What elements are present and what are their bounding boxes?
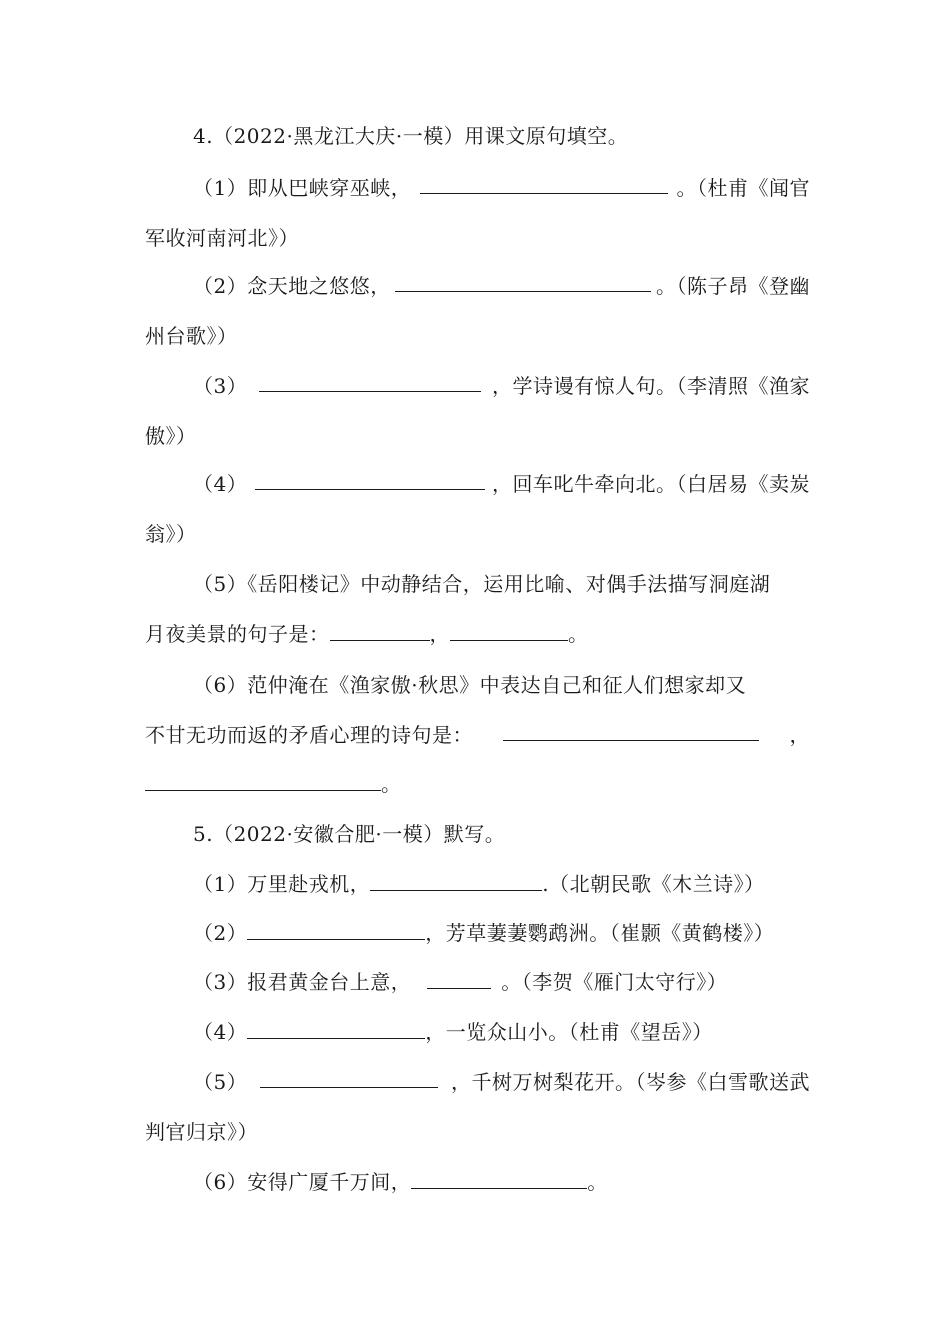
q5-item-5-suffix: ，千树万树梨花开。（岑参《白雪歌送武: [450, 1070, 810, 1094]
q4-item-4-prefix: （4）: [193, 472, 248, 496]
q5-item-2-prefix: （2）: [193, 921, 248, 945]
q4-item-6-line1: （6）范仲淹在《渔家傲·秋思》中表达自己和征人们想家却又: [193, 673, 747, 697]
q4-item-3-suffix: ，学诗谩有惊人句。（李清照《渔家: [491, 374, 810, 398]
q5-item-4-prefix: （4）: [193, 1020, 248, 1044]
q4-item-3-cont: 傲》）: [145, 424, 197, 448]
q5-item-1: [193, 871, 810, 897]
q4-header: 4.（2022·黑龙江大庆·一模）用课文原句填空。: [193, 124, 629, 148]
answer-blank[interactable]: [370, 872, 542, 891]
q4-item-1: [193, 175, 810, 201]
q4-item-6-line3: [145, 771, 810, 797]
q5-item-3: [193, 969, 810, 995]
q5-item-2-suffix: ，芳草萋萋鹦鹉洲。（崔颢《黄鹤楼》）: [425, 921, 775, 945]
q4-item-6-line2: [145, 722, 810, 748]
q4-item-6-mid: ，: [789, 723, 810, 747]
q4-item-3-prefix: （3）: [193, 374, 248, 398]
answer-blank[interactable]: [411, 1170, 587, 1189]
q4-item-4-suffix: ，回车叱牛牵向北。（白居易《卖炭: [491, 472, 810, 496]
answer-blank[interactable]: [247, 1020, 425, 1039]
q4-item-2: [193, 273, 810, 299]
answer-blank[interactable]: [420, 175, 668, 194]
q4-item-1-cont: 军收河南河北》）: [145, 226, 299, 250]
answer-blank[interactable]: [330, 622, 430, 641]
q5-item-5: [193, 1069, 810, 1095]
q4-item-4: [193, 471, 810, 497]
q4-item-5-mid: ，: [429, 622, 450, 646]
q4-item-2-cont: 州台歌》）: [145, 324, 238, 348]
q5-header: 5.（2022·安徽合肥·一模）默写。: [193, 822, 506, 846]
q5-item-4: [193, 1019, 810, 1045]
q5-item-3-prefix: （3）报君黄金台上意，: [193, 970, 412, 994]
q5-item-5-prefix: （5）: [193, 1070, 248, 1094]
q4-item-4-cont: 翁》）: [145, 522, 197, 546]
answer-blank[interactable]: [395, 273, 651, 292]
answer-blank[interactable]: [503, 722, 759, 741]
q5-item-4-suffix: ，一览众山小。（杜甫《望岳》）: [425, 1020, 713, 1044]
q5-item-6-suffix: 。: [587, 1170, 608, 1194]
answer-blank[interactable]: [260, 1069, 438, 1088]
q4-item-3: [193, 373, 810, 399]
answer-blank[interactable]: [247, 921, 425, 940]
q4-item-5-end: 。: [568, 622, 589, 646]
q5-item-3-suffix: 。（李贺《雁门太守行》）: [501, 970, 728, 994]
q4-item-5-line1: （5）《岳阳楼记》中动静结合，运用比喻、对偶手法描写洞庭湖: [193, 572, 771, 596]
q5-item-5-cont: 判官归京》）: [145, 1120, 258, 1144]
q4-item-1-prefix: （1）即从巴峡穿巫峡，: [193, 176, 412, 200]
q4-item-5-prefix: 月夜美景的句子是：: [145, 622, 330, 646]
answer-blank[interactable]: [145, 772, 381, 791]
q5-item-6-prefix: （6）安得广厦千万间，: [193, 1170, 412, 1194]
q5-item-2: [193, 920, 810, 946]
answer-blank[interactable]: [255, 471, 485, 490]
q4-item-1-suffix: 。（杜甫《闻官: [676, 176, 810, 200]
q5-item-1-prefix: （1）万里赴戎机，: [193, 872, 371, 896]
q4-item-5-line2: [145, 621, 810, 647]
q4-item-6-prefix: 不甘无功而返的矛盾心理的诗句是：: [145, 723, 473, 747]
q4-item-6-end: 。: [381, 772, 402, 796]
q4-item-2-suffix: 。（陈子昂《登幽: [655, 274, 810, 298]
q5-item-1-suffix: .（北朝民歌《木兰诗》）: [542, 872, 765, 896]
q4-item-2-prefix: （2）念天地之悠悠，: [193, 274, 391, 298]
q5-item-6: [193, 1169, 810, 1195]
answer-blank[interactable]: [259, 373, 481, 392]
answer-blank[interactable]: [427, 970, 491, 989]
answer-blank[interactable]: [450, 622, 568, 641]
